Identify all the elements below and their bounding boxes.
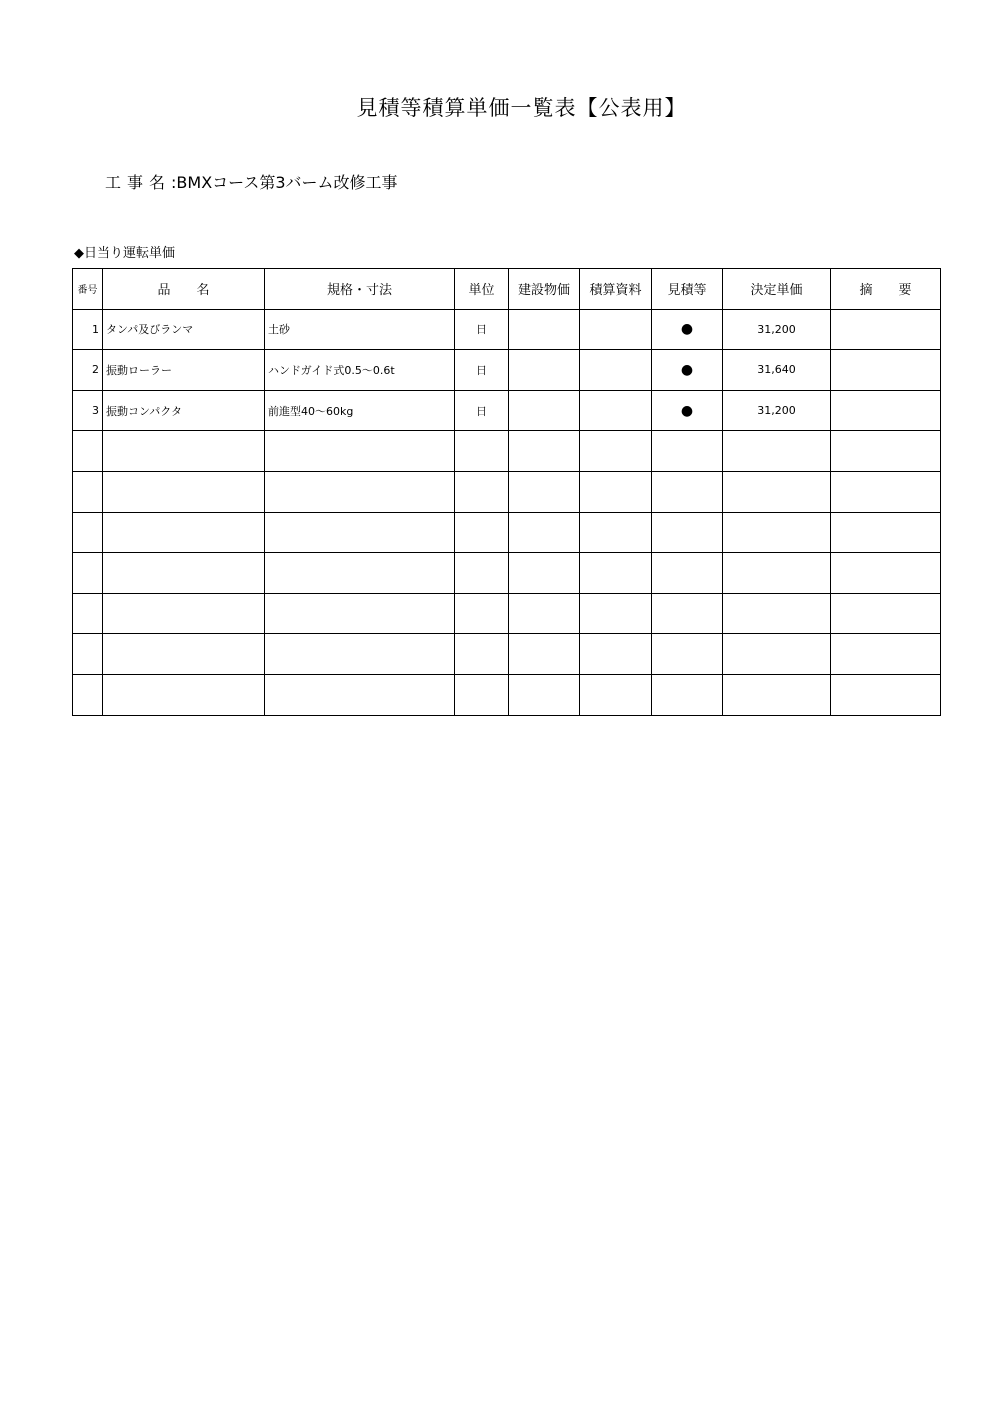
cell-construction-price	[509, 674, 580, 715]
cell-estimate-data	[580, 390, 652, 431]
cell-remarks	[831, 593, 941, 634]
cell-spec	[265, 431, 455, 472]
cell-spec	[265, 674, 455, 715]
cell-item-name: 振動コンパクタ	[103, 390, 265, 431]
header-name: 品 名	[103, 269, 265, 310]
header-spec: 規格・寸法	[265, 269, 455, 310]
cell-item-name	[103, 674, 265, 715]
cell-decided-price	[723, 431, 831, 472]
cell-quotation: ●	[652, 390, 723, 431]
table-row	[73, 431, 941, 472]
cell-quotation	[652, 593, 723, 634]
cell-remarks	[831, 634, 941, 675]
cell-unit	[455, 553, 509, 594]
table-row	[73, 390, 941, 431]
table-row	[73, 512, 941, 553]
cell-estimate-data	[580, 553, 652, 594]
cell-construction-price	[509, 390, 580, 431]
table-row	[73, 309, 941, 350]
cell-unit: 日	[455, 309, 509, 350]
cell-no	[73, 512, 103, 553]
cell-decided-price	[723, 471, 831, 512]
table-row	[73, 471, 941, 512]
cell-decided-price	[723, 634, 831, 675]
cell-remarks	[831, 471, 941, 512]
cell-item-name	[103, 593, 265, 634]
cell-construction-price	[509, 634, 580, 675]
cell-remarks	[831, 431, 941, 472]
cell-estimate-data	[580, 593, 652, 634]
cell-no	[73, 471, 103, 512]
cell-spec	[265, 553, 455, 594]
header-construction-price: 建設物価	[509, 269, 580, 310]
cell-remarks	[831, 309, 941, 350]
cell-item-name: 振動ローラー	[103, 350, 265, 391]
table-row	[73, 350, 941, 391]
cell-unit: 日	[455, 350, 509, 391]
cell-no: 2	[73, 350, 103, 391]
document-title: 見積等積算単価一覧表【公表用】	[356, 96, 687, 120]
cell-no	[73, 634, 103, 675]
table-body	[73, 309, 941, 715]
project-separator: :	[171, 173, 177, 192]
cell-decided-price	[723, 512, 831, 553]
header-no: 番号	[73, 269, 103, 310]
cell-remarks	[831, 350, 941, 391]
cell-construction-price	[509, 553, 580, 594]
header-unit: 単位	[455, 269, 509, 310]
cell-item-name	[103, 553, 265, 594]
cell-remarks	[831, 512, 941, 553]
table-row	[73, 634, 941, 675]
cell-unit	[455, 634, 509, 675]
cell-no: 3	[73, 390, 103, 431]
cell-unit	[455, 471, 509, 512]
cell-quotation	[652, 634, 723, 675]
cell-unit	[455, 674, 509, 715]
cell-spec: 土砂	[265, 309, 455, 350]
cell-remarks	[831, 674, 941, 715]
cell-spec	[265, 512, 455, 553]
project-label: 工事名	[105, 173, 172, 192]
unit-price-table	[72, 268, 941, 716]
cell-estimate-data	[580, 471, 652, 512]
cell-unit	[455, 431, 509, 472]
cell-construction-price	[509, 309, 580, 350]
header-remarks: 摘 要	[831, 269, 941, 310]
cell-no	[73, 553, 103, 594]
cell-remarks	[831, 390, 941, 431]
cell-quotation	[652, 553, 723, 594]
project-name: BMXコース第3バーム改修工事	[176, 173, 398, 192]
cell-estimate-data	[580, 431, 652, 472]
cell-decided-price: 31,200	[723, 309, 831, 350]
cell-quotation	[652, 674, 723, 715]
cell-decided-price	[723, 553, 831, 594]
cell-spec	[265, 593, 455, 634]
cell-decided-price: 31,200	[723, 390, 831, 431]
table-row	[73, 593, 941, 634]
cell-estimate-data	[580, 309, 652, 350]
cell-estimate-data	[580, 512, 652, 553]
cell-decided-price	[723, 593, 831, 634]
header-quotation: 見積等	[652, 269, 723, 310]
cell-no	[73, 674, 103, 715]
cell-decided-price: 31,640	[723, 350, 831, 391]
cell-construction-price	[509, 512, 580, 553]
cell-no	[73, 593, 103, 634]
cell-quotation	[652, 431, 723, 472]
cell-remarks	[831, 553, 941, 594]
table-row	[73, 553, 941, 594]
project-line	[105, 170, 398, 193]
cell-no: 1	[73, 309, 103, 350]
cell-construction-price	[509, 431, 580, 472]
cell-unit: 日	[455, 390, 509, 431]
header-decided-price: 決定単価	[723, 269, 831, 310]
header-estimate-data: 積算資料	[580, 269, 652, 310]
table-row	[73, 674, 941, 715]
cell-quotation	[652, 471, 723, 512]
cell-spec: 前進型40～60kg	[265, 390, 455, 431]
cell-quotation: ●	[652, 309, 723, 350]
cell-item-name	[103, 634, 265, 675]
cell-construction-price	[509, 471, 580, 512]
cell-construction-price	[509, 593, 580, 634]
cell-spec	[265, 471, 455, 512]
cell-estimate-data	[580, 674, 652, 715]
cell-construction-price	[509, 350, 580, 391]
table-header-row	[73, 269, 941, 310]
cell-quotation: ●	[652, 350, 723, 391]
cell-spec: ハンドガイド式0.5～0.6t	[265, 350, 455, 391]
cell-no	[73, 431, 103, 472]
cell-item-name	[103, 512, 265, 553]
cell-item-name	[103, 431, 265, 472]
cell-estimate-data	[580, 350, 652, 391]
cell-quotation	[652, 512, 723, 553]
section-heading: ◆日当り運転単価	[74, 246, 175, 261]
cell-estimate-data	[580, 634, 652, 675]
cell-item-name: タンパ及びランマ	[103, 309, 265, 350]
cell-unit	[455, 512, 509, 553]
cell-spec	[265, 634, 455, 675]
cell-item-name	[103, 471, 265, 512]
cell-unit	[455, 593, 509, 634]
cell-decided-price	[723, 674, 831, 715]
